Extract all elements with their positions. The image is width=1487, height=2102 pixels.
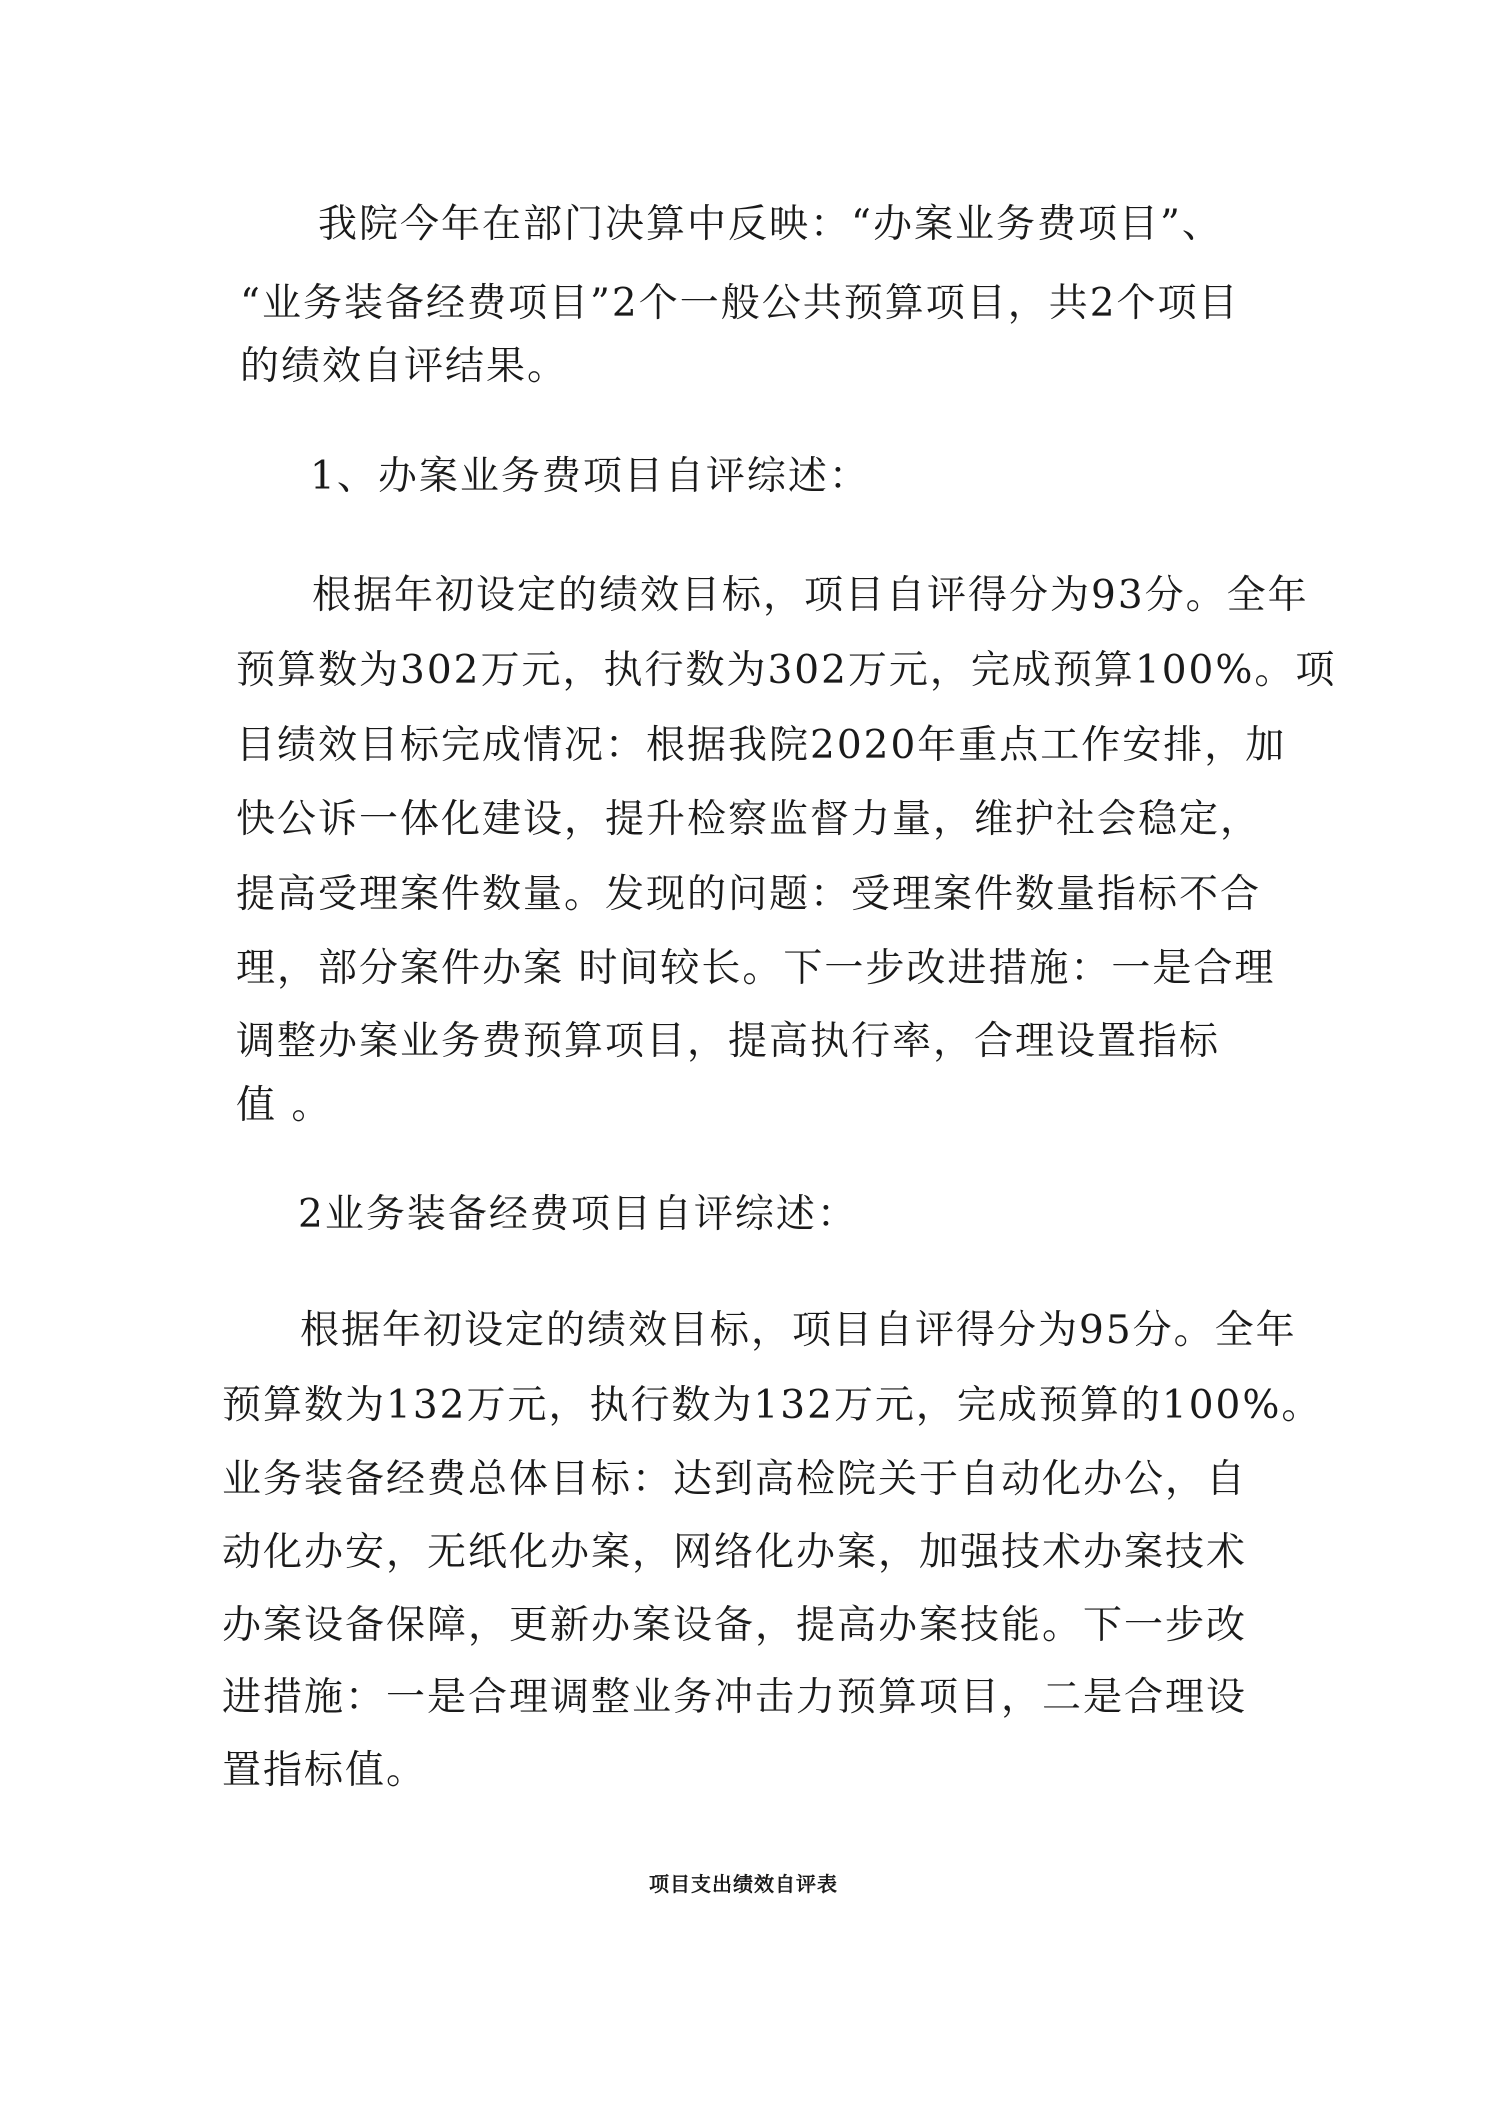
intro-line-3: 的绩效自评结果。 [240,344,569,389]
section2-line-6: 进措施：一是合理调整业务冲击力预算项目，二是合理设 [222,1675,1248,1720]
intro-line-2: “业务装备经费项目”2个一般公共预算项目，共2个项目 [240,281,1240,326]
section2-line-4: 动化办安，无纸化办案，网络化办案，加强技术办案技术 [222,1530,1248,1575]
section2-line-3: 业务装备经费总体目标：达到高检院关于自动化办公，自 [222,1457,1248,1502]
section2-line-1: 根据年初设定的绩效目标，项目自评得分为95分。全年 [300,1308,1297,1353]
footer-caption: 项目支出绩效自评表 [649,1872,838,1896]
section1-line-5: 提高受理案件数量。发现的问题：受理案件数量指标不合 [236,872,1262,917]
section2-line-5: 办案设备保障，更新办案设备，提高办案技能。下一步改 [222,1603,1248,1648]
section2-heading: 2业务装备经费项目自评综述： [298,1192,858,1237]
intro-line-1: 我院今年在部门决算中反映：“办案业务费项目”、 [318,202,1223,247]
section1-line-4: 快公诉一体化建设，提升检察监督力量，维护社会稳定， [236,797,1262,842]
section1-line-2: 预算数为302万元，执行数为302万元，完成预算100%。项 [236,648,1337,693]
section1-line-1: 根据年初设定的绩效目标，项目自评得分为93分。全年 [312,573,1309,618]
section1-line-8: 值 。 [236,1083,333,1128]
section1-line-6: 理，部分案件办案 时间较长。下一步改进措施：一是合理 [236,946,1276,991]
section1-heading: 1、办案业务费项目自评综述： [310,454,870,499]
section2-line-2: 预算数为132万元，执行数为132万元，完成预算的100%。 [222,1383,1323,1428]
section1-line-7: 调整办案业务费预算项目，提高执行率，合理设置指标 [236,1019,1221,1064]
section2-line-7: 置指标值。 [222,1748,428,1793]
section1-line-3: 目绩效目标完成情况：根据我院2020年重点工作安排，加 [236,723,1287,768]
